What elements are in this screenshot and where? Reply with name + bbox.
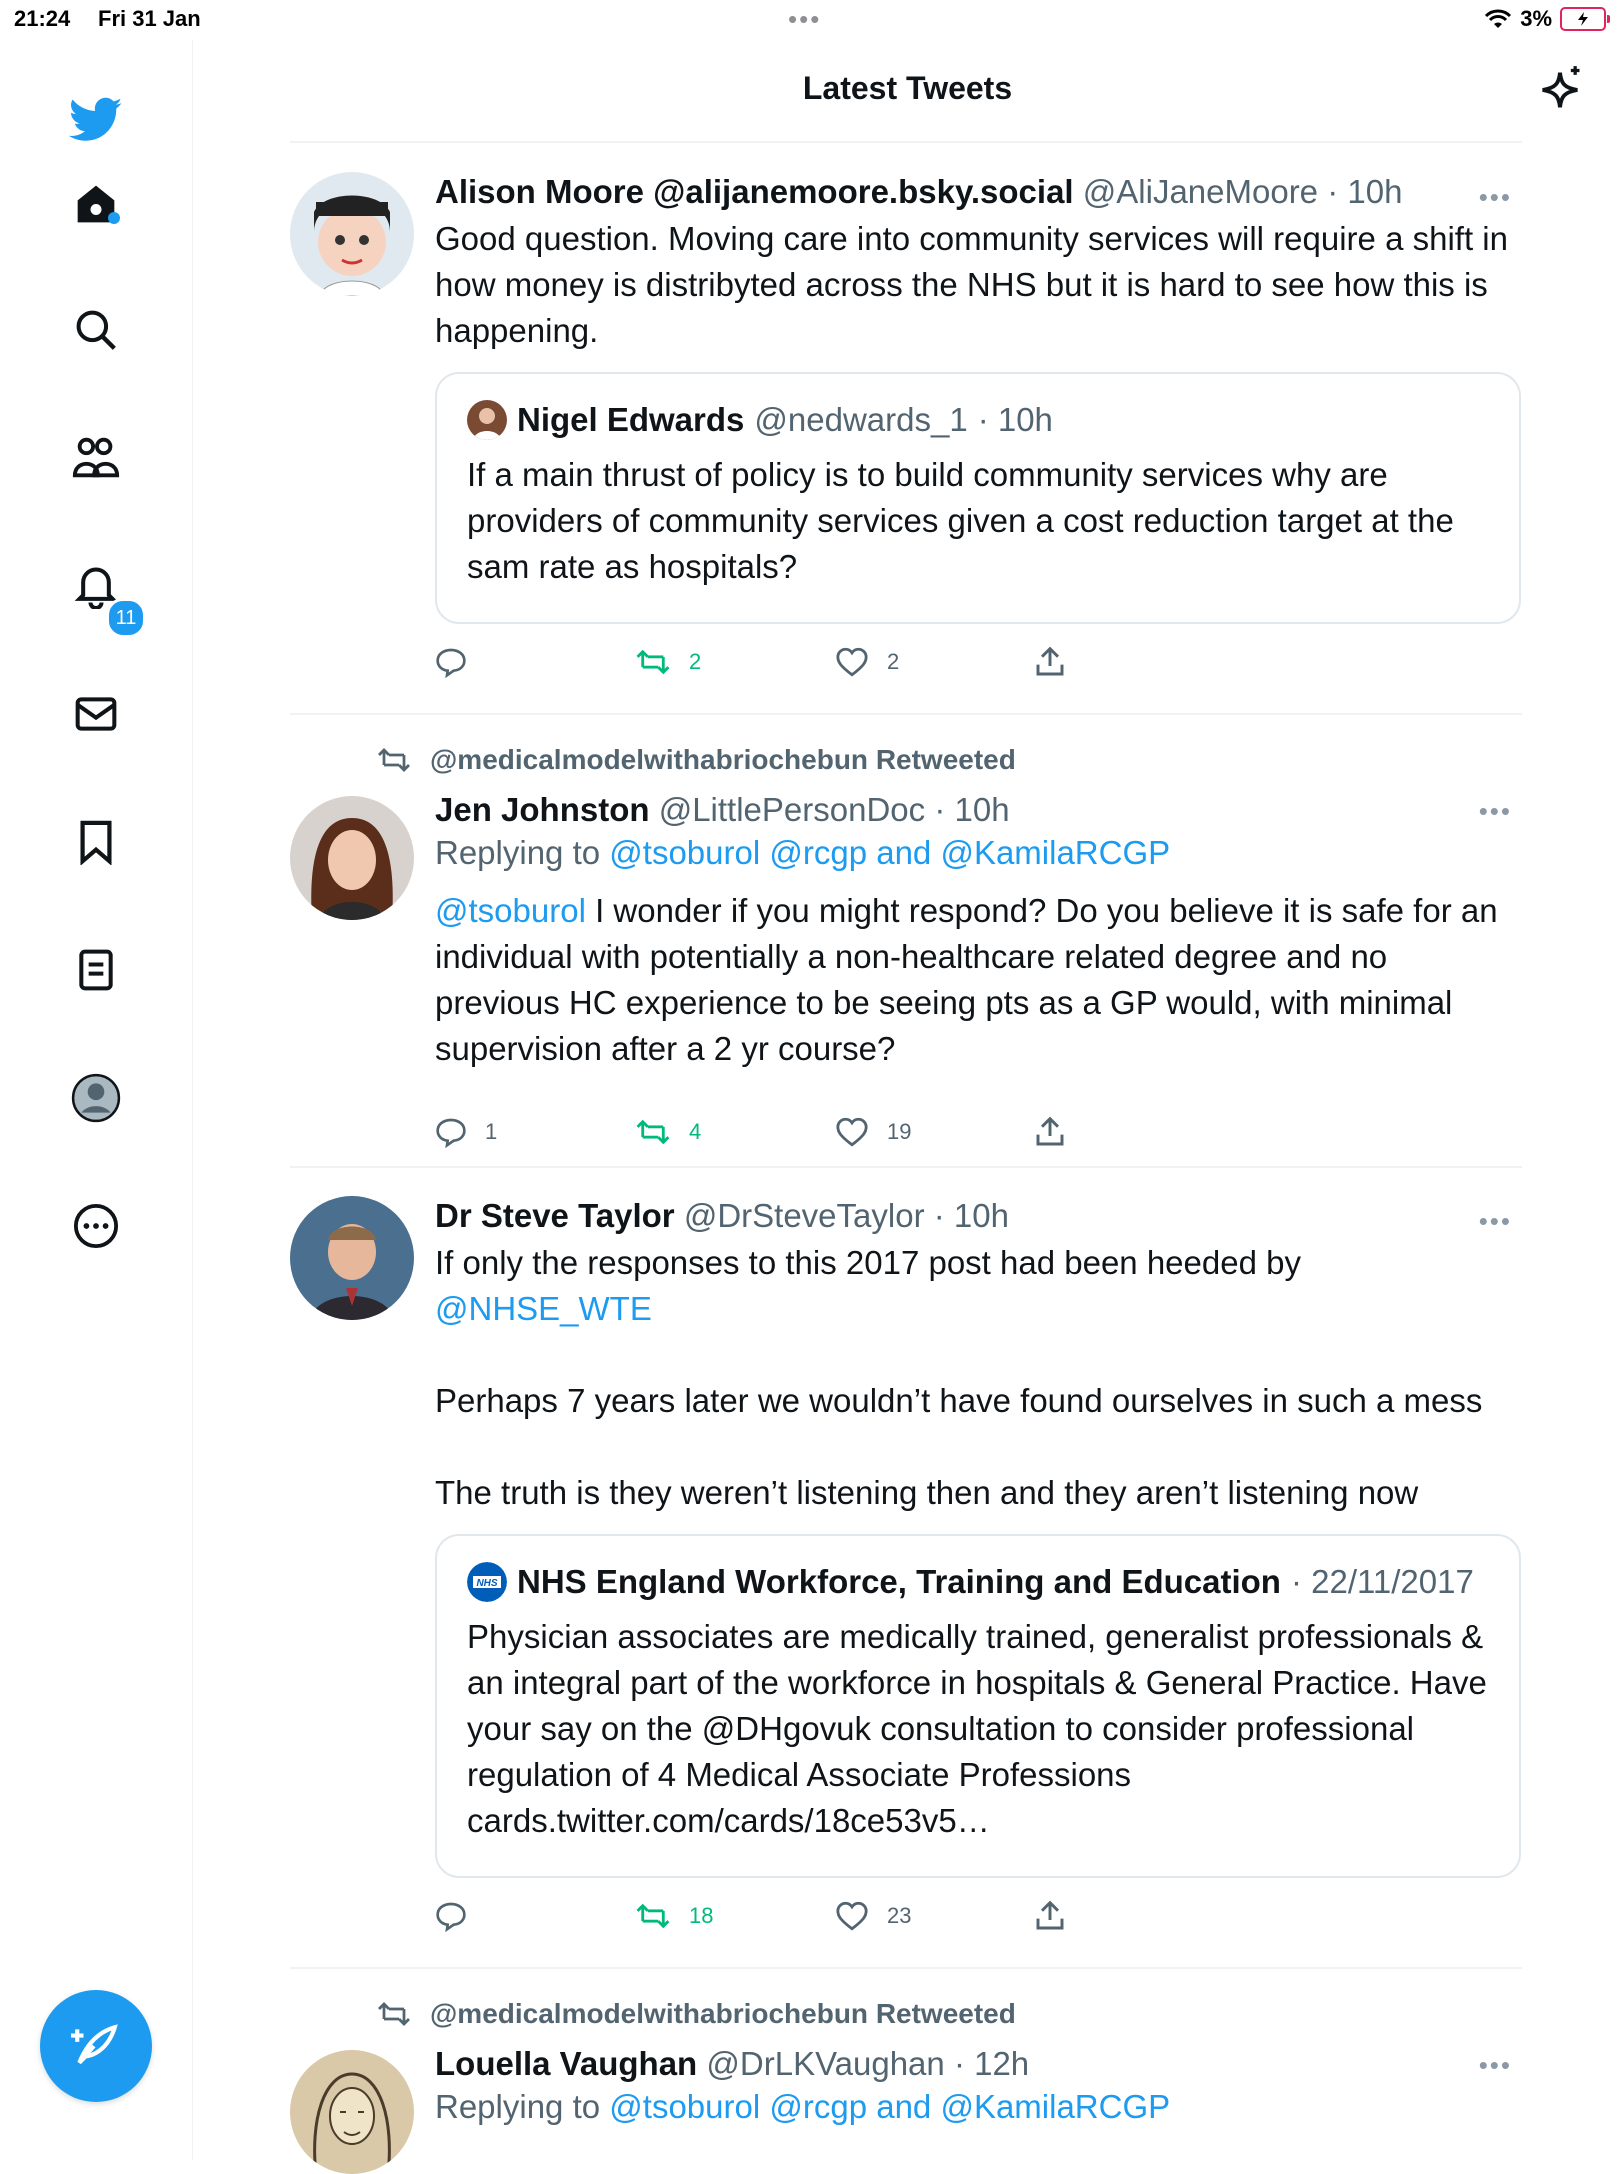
author-handle[interactable]: @AliJaneMoore bbox=[1082, 173, 1319, 210]
tweet-time: · 12h bbox=[953, 2045, 1030, 2082]
share-icon bbox=[1035, 1116, 1065, 1148]
replying-to-handles[interactable]: @tsoburol @rcgp and @KamilaRCGP bbox=[609, 2088, 1171, 2125]
tweet-divider bbox=[290, 713, 1522, 715]
reply-icon bbox=[435, 1116, 467, 1148]
share-icon bbox=[1035, 1900, 1065, 1932]
tweet-content bbox=[435, 2044, 1515, 2130]
mention-link[interactable]: @NHSE_WTE bbox=[435, 1290, 652, 1327]
tweet-header bbox=[435, 790, 1515, 830]
share-icon bbox=[1035, 646, 1065, 678]
reply-icon bbox=[435, 646, 467, 678]
more-options-icon[interactable]: ••• bbox=[1478, 182, 1512, 212]
reply-icon bbox=[435, 1900, 467, 1932]
tweet-content bbox=[435, 790, 1515, 1072]
quoted-tweet[interactable] bbox=[435, 1534, 1521, 1878]
author-handle[interactable]: @LittlePersonDoc bbox=[658, 791, 926, 828]
quote-header bbox=[467, 400, 1489, 440]
avatar[interactable] bbox=[290, 796, 414, 920]
status-date: Fri 31 Jan bbox=[98, 6, 201, 31]
tweet-text-line: The truth is they weren’t listening then and they aren’t listening now bbox=[435, 1474, 1419, 1511]
avatar[interactable] bbox=[290, 1196, 414, 1320]
tweet-content bbox=[435, 172, 1515, 354]
quote-badge: NHS bbox=[476, 1578, 498, 1589]
status-bar bbox=[0, 0, 1620, 40]
reply-button[interactable] bbox=[435, 646, 485, 678]
status-time: 21:24 bbox=[14, 6, 71, 31]
home-unread-dot bbox=[108, 212, 120, 224]
reply-count: 1 bbox=[485, 1119, 498, 1144]
quote-author-handle: @nedwards_1 bbox=[754, 401, 968, 438]
share-button[interactable] bbox=[1035, 1116, 1065, 1148]
status-right bbox=[1484, 6, 1606, 32]
nav-lists[interactable] bbox=[66, 940, 126, 1000]
compose-tweet-button[interactable] bbox=[40, 1990, 152, 2102]
like-button[interactable] bbox=[835, 1116, 911, 1148]
tweet-text bbox=[435, 888, 1515, 1072]
share-button[interactable] bbox=[1035, 1900, 1065, 1932]
retweet-button[interactable] bbox=[635, 646, 701, 678]
quoted-tweet[interactable] bbox=[435, 372, 1521, 624]
reply-button[interactable] bbox=[435, 1900, 485, 1932]
retweet-count: 4 bbox=[689, 1119, 702, 1144]
tweet-actions bbox=[435, 1116, 1115, 1156]
like-count: 2 bbox=[887, 649, 900, 674]
like-button[interactable] bbox=[835, 646, 899, 678]
author-handle[interactable]: @DrSteveTaylor bbox=[683, 1197, 925, 1234]
battery-percent: 3% bbox=[1520, 6, 1552, 31]
tweet-divider bbox=[290, 1967, 1522, 1969]
author-name[interactable]: Louella Vaughan bbox=[435, 2045, 698, 2082]
nav-bookmarks[interactable] bbox=[66, 812, 126, 872]
reply-button[interactable] bbox=[435, 1116, 497, 1148]
heart-icon bbox=[835, 646, 869, 678]
more-options-icon[interactable]: ••• bbox=[1478, 1206, 1512, 1236]
like-count: 23 bbox=[887, 1903, 912, 1928]
retweet-icon bbox=[635, 646, 671, 678]
replying-to-handles[interactable]: @tsoburol @rcgp and @KamilaRCGP bbox=[609, 834, 1171, 871]
nav-communities[interactable] bbox=[66, 428, 126, 488]
heart-icon bbox=[835, 1116, 869, 1148]
retweet-icon bbox=[635, 1900, 671, 1932]
nav-more[interactable] bbox=[66, 1196, 126, 1256]
quote-header bbox=[467, 1562, 1489, 1602]
replying-to bbox=[435, 2084, 1515, 2130]
profile-icon bbox=[71, 1073, 121, 1123]
quote-text: If a main thrust of policy is to build community services why are providers of community services given a cost reduction target at the sam rate as hospitals? bbox=[467, 456, 1454, 585]
author-name[interactable]: Jen Johnston bbox=[435, 791, 650, 828]
like-count: 19 bbox=[887, 1119, 912, 1144]
tweet-time: · 10h bbox=[934, 791, 1010, 828]
replying-label: Replying to bbox=[435, 2088, 601, 2125]
quote-author-name: NHS England Workforce, Training and Education bbox=[517, 1563, 1281, 1600]
author-name[interactable]: Dr Steve Taylor bbox=[435, 1197, 675, 1234]
tweet-content bbox=[435, 1196, 1515, 1516]
tweet-divider bbox=[290, 1166, 1522, 1168]
tweet-time: · 10h bbox=[933, 1197, 1009, 1234]
retweeted-by-text[interactable]: @medicalmodelwithabriochebun Retweeted bbox=[430, 1998, 1016, 2029]
header-divider bbox=[290, 141, 1522, 143]
multitasking-dots-icon[interactable]: ••• bbox=[788, 4, 822, 34]
retweeted-by bbox=[376, 1998, 1016, 2030]
quote-avatar bbox=[467, 1562, 507, 1602]
wifi-icon bbox=[1484, 8, 1512, 30]
battery-icon bbox=[1560, 7, 1606, 31]
more-options-icon[interactable]: ••• bbox=[1478, 796, 1512, 826]
tweet-header bbox=[435, 172, 1515, 212]
heart-icon bbox=[835, 1900, 869, 1932]
tweet-text-line: Perhaps 7 years later we wouldn’t have found ourselves in such a mess bbox=[435, 1382, 1483, 1419]
communities-icon bbox=[71, 436, 121, 480]
replying-label: Replying to bbox=[435, 834, 601, 871]
notifications-badge: 11 bbox=[106, 598, 146, 638]
page-title: Latest Tweets bbox=[802, 70, 1013, 106]
tweet-text: Good question. Moving care into community services will require a shift in how money is distribyted across the NHS but it is hard to see how this is happening. bbox=[435, 220, 1508, 349]
mention-link[interactable]: @tsoburol bbox=[435, 892, 586, 929]
nav-messages[interactable] bbox=[66, 684, 126, 744]
retweet-count: 18 bbox=[689, 1903, 714, 1928]
tweet-text bbox=[435, 1240, 1515, 1516]
mail-icon bbox=[74, 694, 118, 734]
tweet-time: · 10h bbox=[1327, 173, 1403, 210]
quote-time: · 10h bbox=[977, 401, 1053, 438]
nav-home[interactable] bbox=[66, 174, 126, 234]
author-handle[interactable]: @DrLKVaughan bbox=[706, 2045, 945, 2082]
quote-author-name: Nigel Edwards bbox=[517, 401, 745, 438]
retweet-button[interactable] bbox=[635, 1116, 701, 1148]
author-name[interactable]: Alison Moore @alijanemoore.bsky.social bbox=[435, 173, 1074, 210]
sidebar bbox=[0, 40, 193, 2160]
nav-search[interactable] bbox=[66, 300, 126, 360]
tweet-actions bbox=[435, 646, 1115, 686]
more-circle-icon bbox=[73, 1203, 119, 1249]
share-button[interactable] bbox=[1035, 646, 1065, 678]
like-button[interactable] bbox=[835, 1900, 911, 1932]
quote-time: · 22/11/2017 bbox=[1290, 1563, 1474, 1600]
avatar[interactable] bbox=[290, 2050, 414, 2174]
compose-feather-icon bbox=[71, 2021, 121, 2071]
retweet-button[interactable] bbox=[635, 1900, 713, 1932]
retweeted-by bbox=[376, 744, 1016, 776]
nav-profile[interactable] bbox=[66, 1068, 126, 1128]
retweet-count: 2 bbox=[689, 649, 702, 674]
more-options-icon[interactable]: ••• bbox=[1478, 2050, 1512, 2080]
tweet-body: I wonder if you might respond? Do you believe it is safe for an individual with potentially a non-healthcare related degree and no previous HC experience to be seeing pts as a GP would, with minimal supervision after a 2 yr course? bbox=[435, 892, 1498, 1067]
avatar[interactable] bbox=[290, 172, 414, 296]
retweet-icon bbox=[635, 1116, 671, 1148]
bookmark-icon bbox=[78, 819, 114, 865]
sparkle-icon[interactable] bbox=[1534, 64, 1586, 121]
retweet-icon bbox=[376, 1999, 412, 2029]
retweeted-by-text[interactable]: @medicalmodelwithabriochebun Retweeted bbox=[430, 744, 1016, 775]
tweet-actions bbox=[435, 1900, 1115, 1940]
tweet-header bbox=[435, 2044, 1515, 2084]
retweet-icon bbox=[376, 745, 412, 775]
quote-avatar bbox=[467, 400, 507, 440]
quote-text: Physician associates are medically trained, generalist professionals & an integral part of the workforce in hospitals & General Practice. Have your say on the @DHgovuk consultation to consider professional regulation of 4 Medical Associate Professions cards.twitter.com/cards/18ce53v5… bbox=[467, 1618, 1487, 1839]
list-icon bbox=[77, 948, 115, 992]
tweet-header bbox=[435, 1196, 1515, 1236]
search-icon bbox=[74, 308, 118, 352]
tweet-text-line: If only the responses to this 2017 post had been heeded by bbox=[435, 1244, 1301, 1281]
replying-to bbox=[435, 830, 1515, 876]
